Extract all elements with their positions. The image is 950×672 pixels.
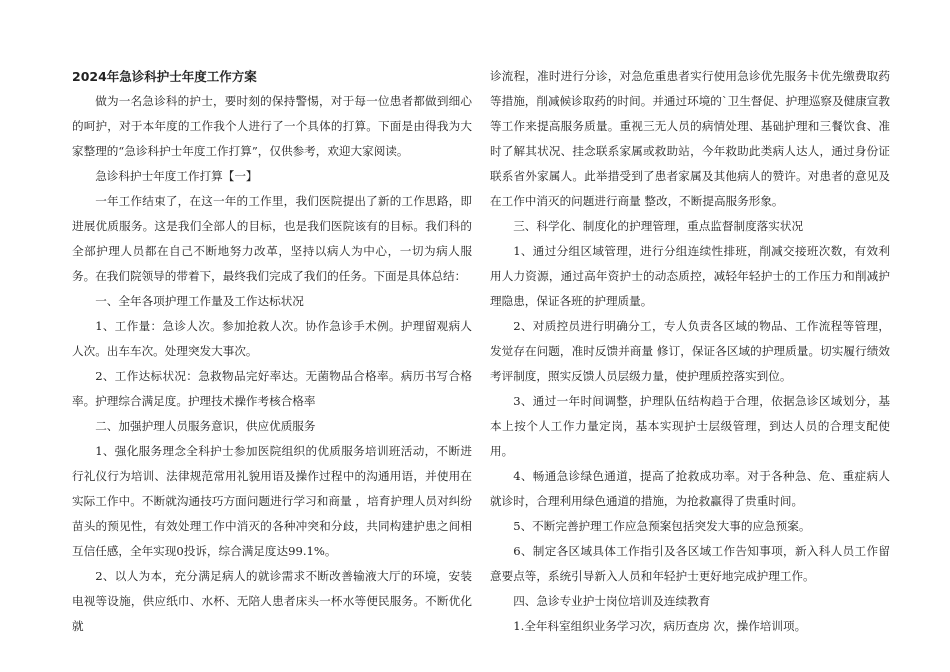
- paragraph-work-guides: 6、制定各区域具体工作指引及各区域工作告知事项，新入科人员工作留意要点等，系统引导新入人员和年轻护士更好地完成护理工作。: [490, 544, 890, 583]
- paragraph-emergency-plan: 5、不断完善护理工作应急预案包括突发大事的应急预案。: [513, 519, 811, 533]
- left-column: [72, 64, 472, 639]
- paragraph-heading-1: 一、全年各项护理工作量及工作达标状况: [95, 294, 304, 308]
- paragraph-quality-control: 2、对质控员进行明确分工，专人负责各区域的物品、工作流程等管理，发觉存在问题，准时反馈并商量 修订，保证各区域的护理质量。切实履行绩效考评制度，照实反馈人员层级力量，使护理质控落实到位。: [490, 319, 890, 383]
- paragraph-patient-first: 2、以人为本，充分满足病人的就诊需求不断改善输液大厅的环境，安装电视等设施，供应纸巾、水杯、无陪人患者床头一杯水等便民服务。不断优化就: [72, 569, 472, 633]
- right-column: [490, 64, 890, 639]
- paragraph-workload: 1、工作量：急诊人次。参加抢救人次。协作急诊手术例。护理留观病人人次。出车车次。处理突发大事次。: [72, 319, 472, 358]
- paragraph-green-channel: 4、畅通急诊绿色通道，提高了抢救成功率。对于各种急、危、重症病人就诊时，合理利用绿色通道的措施，为抢救赢得了贵重时间。: [490, 469, 890, 508]
- paragraph-service-concept: 1、强化服务理念全科护士参加医院组织的优质服务培训班活动，不断进行礼仪行为培训、法律规范常用礼貌用语及操作过程中的沟通用语，并使用在实际工作中。不断就沟通技巧方面问题进行学习和商量 ，培育护理人员对纠纷苗头的预见性，有效处理工作中消灭的各种冲突和分歧，共同构建护患之间相互信任感，全年实现0投诉，综合满足度达99.1%。: [72, 444, 472, 558]
- paragraph-heading-3: 三、科学化、制度化的护理管理，重点监督制度落实状况: [513, 219, 804, 233]
- paragraph-summary: 一年工作结束了，在这一年的工作里，我们医院提出了新的工作思路，即进展优质服务。这是我们全部人的目标，也是我们医院该有的目标。我们科的全部护理人员都在自己不断地努力改革，坚持以病人为中心，一切为病人服务。在我们院领导的带着下，最终我们完成了我们的任务。下面是具体总结：: [72, 194, 472, 283]
- paragraph-section-heading: 急诊科护士年度工作打算【一】: [95, 169, 258, 183]
- paragraph-heading-4: 四、急诊专业护士岗位培训及连续教育: [513, 594, 711, 608]
- paragraph-continued: 诊流程，准时进行分诊，对急危重患者实行使用急诊优先服务卡优先缴费取药等措施，削减候诊取药的时间。并通过环境的`卫生督促、护理巡察及健康宣教等工作来提高服务质量。重视三无人员的病情处理、基础护理和三餐饮食、准时了解其状况、挂念联系家属或救助站，今年救助此类病人达人，通过身份证联系省外家属人。此举措受到了患者家属及其他病人的赞许。对患者的意见及在工作中消灭的问题进行商量 整改，不断提高服务形象。: [490, 69, 890, 208]
- paragraph-group-management: 1、通过分组区域管理，进行分组连续性排班，削减交接班次数，有效利用人力资源，通过高年资护士的动态质控，减轻年轻护士的工作压力和削减护理隐患，保证各班的护理质量。: [490, 244, 890, 308]
- paragraph-standards: 2、工作达标状况：急救物品完好率达。无菌物品合格率。病历书写合格率。护理综合满足度。护理技术操作考核合格率: [72, 369, 472, 408]
- paragraph-heading-2: 二、加强护理人员服务意识，供应优质服务: [95, 419, 316, 433]
- paragraph-training: 1.全年科室组织业务学习次，病历查房 次，操作培训项。: [513, 619, 807, 633]
- document-title: 2024年急诊科护士年度工作方案: [72, 69, 257, 84]
- paragraph-team-structure: 3、通过一年时间调整，护理队伍结构趋于合理，依据急诊区域划分，基本上按个人工作力量定岗，基本实现护士层级管理，到达人员的合理支配使用。: [490, 394, 890, 458]
- paragraph-intro: 做为一名急诊科的护士，要时刻的保持警惕，对于每一位患者都做到细心的呵护，对于本年度的工作我个人进行了一个具体的打算。下面是由得我为大家整理的“急诊科护士年度工作打算”，仅供参考，欢迎大家阅读。: [72, 94, 472, 158]
